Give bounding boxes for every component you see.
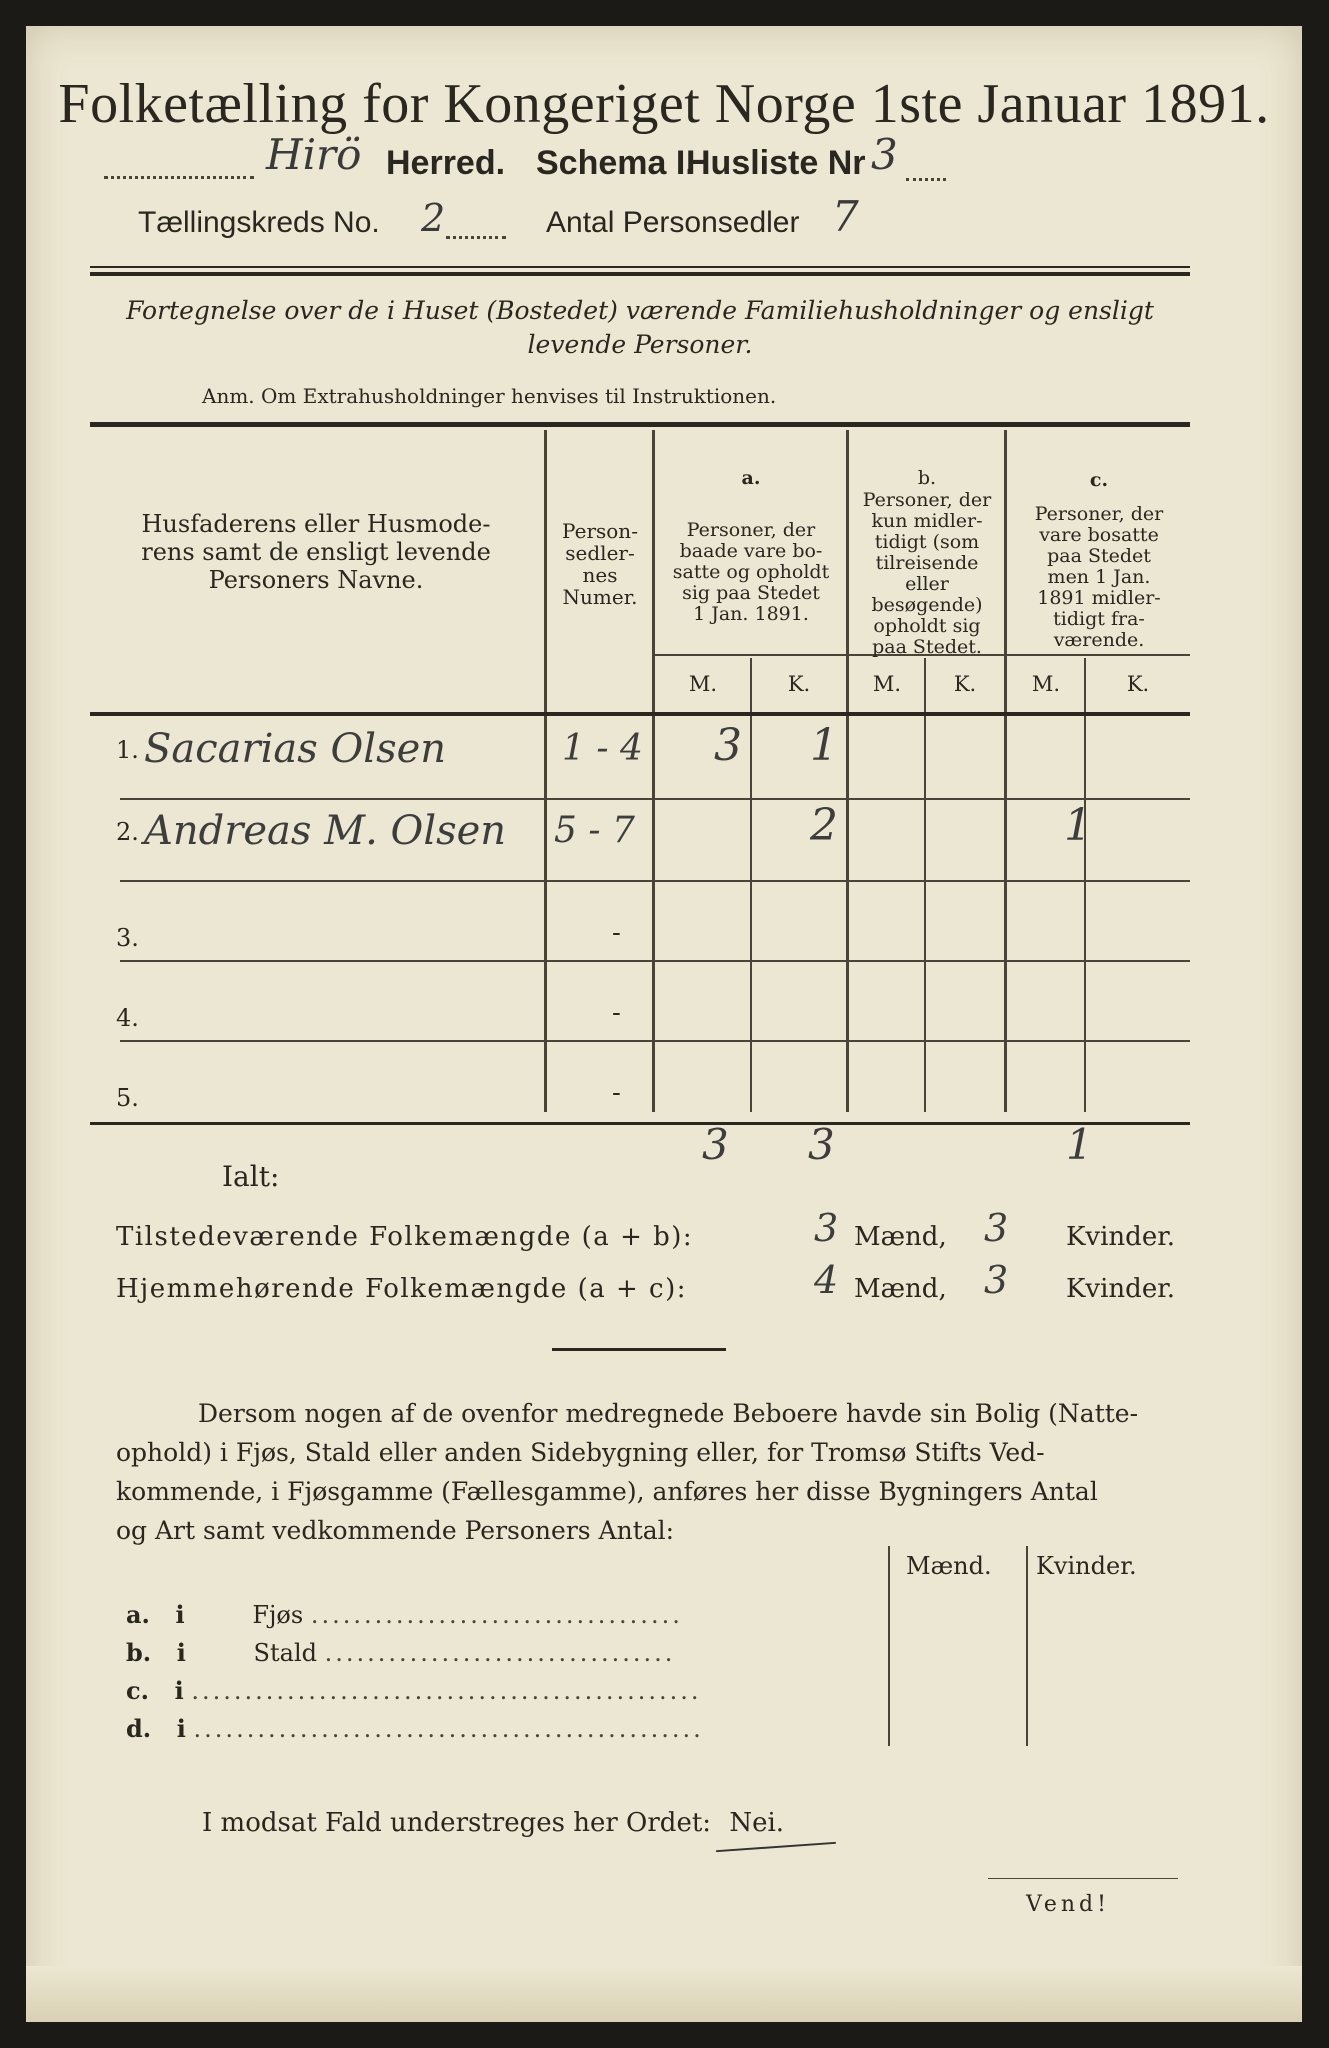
row-1-num: 1. <box>116 736 139 764</box>
taellingskreds-value: 2 <box>421 196 446 240</box>
tilstede-maend: 3 <box>814 1206 839 1250</box>
hjemme-maend: 4 <box>814 1258 839 1302</box>
header-c-line-2: vare bosatte <box>1039 524 1159 546</box>
buildings-line-1: Dersom nogen af de ovenfor medregnede Beboere havde sin Bolig (Natte- <box>198 1399 1139 1428</box>
header-b-line-6: besøgende) <box>871 594 983 616</box>
row-4-sedler: - <box>612 998 621 1028</box>
buildings-col-divider-1 <box>888 1546 890 1746</box>
nei-underline <box>716 1842 836 1852</box>
buildings-line-3: kommende, i Fjøsgamme (Fællesgamme), anføres her disse Bygningers Antal <box>116 1477 1098 1506</box>
header-c-line-3: paa Stedet <box>1047 545 1151 567</box>
building-d-letter: d. <box>126 1714 152 1743</box>
census-form-page <box>26 26 1302 2022</box>
building-a-label: Fjøs <box>252 1601 304 1629</box>
row-2-name: Andreas M. Olsen <box>144 808 507 854</box>
intro-line-2: levende Personer. <box>527 330 753 359</box>
herred-label: Herred. <box>386 144 506 182</box>
header-c-line-7: værende. <box>1053 629 1145 651</box>
building-c-dots: ................................................ <box>191 1677 702 1705</box>
building-b-letter: b. <box>126 1638 152 1667</box>
table-top-rule <box>90 422 1190 427</box>
header-b-line-7: opholdt sig <box>873 615 981 637</box>
ialt-a-k: 3 <box>808 1120 835 1169</box>
header-name-line-1: Husfaderens eller Husmode- <box>141 510 491 538</box>
building-b-dots: ................................. <box>324 1639 676 1667</box>
row-2-a-k: 2 <box>810 800 838 851</box>
header-b-line-4: tilreisende <box>875 552 979 574</box>
antal-label: Antal Personsedler <box>546 206 800 239</box>
header-num-line-2: sedler- <box>565 541 635 565</box>
antal-value: 7 <box>832 192 859 241</box>
paper-bottom-edge <box>26 1966 1302 2022</box>
row-2-sedler: 5 - 7 <box>554 810 635 851</box>
header-c-letter: c. <box>1089 469 1109 491</box>
buildings-paragraph <box>116 1394 1196 1550</box>
header-a-line-4: sig paa Stedet <box>682 582 820 604</box>
header-num-col <box>550 520 650 608</box>
buildings-line-2: ophold) i Fjøs, Stald eller anden Sidebygning eller, for Tromsø Stifts Ved- <box>116 1438 1045 1467</box>
husliste-value: 3 <box>871 130 898 179</box>
header-num-line-1: Person- <box>562 519 638 543</box>
header-b-letter: b. <box>917 467 937 489</box>
buildings-line-4: og Art samt vedkommende Personers Antal: <box>116 1516 675 1545</box>
header-name-line-2: rens samt de ensligt levende <box>141 538 491 566</box>
header-a-letter: a. <box>741 467 761 489</box>
col-divider-b-mk <box>924 658 926 1112</box>
c-k-label: K. <box>1126 672 1150 696</box>
buildings-maend-header: Mænd. <box>906 1552 992 1580</box>
row-1-a-k: 1 <box>810 720 838 771</box>
header-rule-top <box>90 266 1190 268</box>
building-a-letter: a. <box>126 1600 150 1629</box>
col-divider-num <box>652 430 655 1112</box>
header-a-line-3: satte og opholdt <box>672 561 830 583</box>
header-a-line-5: 1 Jan. 1891. <box>693 603 809 625</box>
header-num-line-4: Numer. <box>562 585 638 609</box>
taellingskreds-dots <box>446 226 506 239</box>
ialt-c-m: 1 <box>1066 1120 1093 1169</box>
building-row-c <box>126 1676 886 1705</box>
header-b-line-2: kun midler- <box>871 510 983 532</box>
table-bottom-rule <box>90 1122 1190 1125</box>
row-3-sedler: - <box>612 918 621 948</box>
building-row-b <box>126 1638 886 1667</box>
vend-rule <box>988 1878 1178 1879</box>
header-name-col <box>96 510 536 594</box>
header-b-line-5: eller <box>905 573 949 595</box>
row-1-sedler: 1 - 4 <box>562 728 643 769</box>
vend-text: Vend! <box>1026 1892 1110 1917</box>
a-k-label: K. <box>787 672 811 696</box>
a-m-label: M. <box>688 672 718 696</box>
tilstede-maend-label: Mænd, <box>854 1222 947 1252</box>
row-2-c-m: 1 <box>1064 800 1092 851</box>
tilstede-kvinder: 3 <box>984 1206 1009 1250</box>
header-rule-bottom <box>90 272 1190 276</box>
anm-note: Anm. Om Extrahusholdninger henvises til Instruktionen. <box>202 384 777 408</box>
row-2-num: 2. <box>116 818 139 846</box>
row-5-num: 5. <box>116 1084 139 1112</box>
row-4-num: 4. <box>116 1004 139 1032</box>
header-b-line-1: Personer, der <box>862 489 992 511</box>
modsat-text <box>202 1808 784 1838</box>
col-divider-a-mk <box>750 658 752 1112</box>
buildings-col-divider-2 <box>1026 1546 1028 1746</box>
row-1-name: Sacarias Olsen <box>144 726 447 772</box>
row-3-num: 3. <box>116 924 139 952</box>
husliste-label: Husliste Nr <box>686 144 866 182</box>
building-d-prep: i <box>176 1714 186 1743</box>
buildings-kvinder-header: Kvinder. <box>1036 1552 1137 1580</box>
hjemme-label: Hjemmehørende Folkemængde (a + c): <box>116 1274 687 1304</box>
taellingskreds-label: Tællingskreds No. <box>138 206 380 239</box>
ialt-label: Ialt: <box>222 1160 280 1193</box>
nei-word: Nei. <box>729 1808 785 1838</box>
header-c-line-4: men 1 Jan. <box>1047 566 1151 588</box>
hjemme-maend-label: Mænd, <box>854 1274 947 1304</box>
header-b-line-3: tidigt (som <box>874 531 980 553</box>
herred-value: Hirö <box>266 130 362 179</box>
col-divider-b <box>1004 430 1007 1112</box>
col-divider-name <box>544 430 547 1112</box>
building-a-prep: i <box>175 1600 185 1629</box>
hjemme-kvinder-label: Kvinder. <box>1066 1274 1176 1304</box>
header-c-col <box>1008 504 1190 651</box>
header-a-line-1: Personer, der <box>686 519 816 541</box>
form-title: Folketælling for Kongeriget Norge 1ste Januar 1891. <box>58 73 1270 135</box>
tilstede-label: Tilstedeværende Folkemængde (a + b): <box>116 1222 694 1252</box>
row-3-rule <box>120 960 1190 962</box>
herred-dots <box>104 136 254 179</box>
row-1-a-m: 3 <box>714 720 742 771</box>
section-separator <box>552 1348 726 1351</box>
modsat-label: I modsat Fald understreges her Ordet: <box>202 1808 712 1838</box>
header-c-line-1: Personer, der <box>1034 503 1164 525</box>
building-row-a <box>126 1600 886 1629</box>
tilstede-kvinder-label: Kvinder. <box>1066 1222 1176 1252</box>
row-2-rule <box>120 880 1190 882</box>
schema-label: Schema I. <box>536 144 695 182</box>
header-b-col <box>850 490 1004 658</box>
row-5-sedler: - <box>612 1078 621 1108</box>
husliste-dots <box>906 158 946 181</box>
building-row-d <box>126 1714 886 1743</box>
b-k-label: K. <box>953 672 977 696</box>
col-divider-a <box>846 430 849 1112</box>
ialt-a-m: 3 <box>702 1120 729 1169</box>
b-m-label: M. <box>872 672 902 696</box>
col-divider-c-mk <box>1084 658 1086 1112</box>
header-c-line-5: 1891 midler- <box>1037 587 1161 609</box>
table-header-rule <box>90 712 1190 716</box>
header-c-line-6: tidigt fra- <box>1053 608 1145 630</box>
header-a-col <box>656 520 846 625</box>
intro-line-1: Fortegnelse over de i Huset (Bostedet) værende Familiehusholdninger og ensligt <box>126 296 1154 325</box>
building-c-letter: c. <box>126 1676 149 1705</box>
building-b-label: Stald <box>253 1639 317 1667</box>
building-c-prep: i <box>174 1676 184 1705</box>
building-a-dots: ................................... <box>310 1601 683 1629</box>
header-name-line-3: Personers Navne. <box>208 566 424 594</box>
hjemme-kvinder: 3 <box>984 1258 1009 1302</box>
row-1-rule <box>120 798 1190 800</box>
header-a-line-2: baade vare bo- <box>679 540 823 562</box>
header-b-line-8: paa Stedet. <box>872 636 982 658</box>
header-num-line-3: nes <box>582 563 618 587</box>
building-d-dots: ................................................ <box>193 1715 704 1743</box>
c-m-label: M. <box>1031 672 1061 696</box>
building-b-prep: i <box>176 1638 186 1667</box>
row-4-rule <box>120 1040 1190 1042</box>
